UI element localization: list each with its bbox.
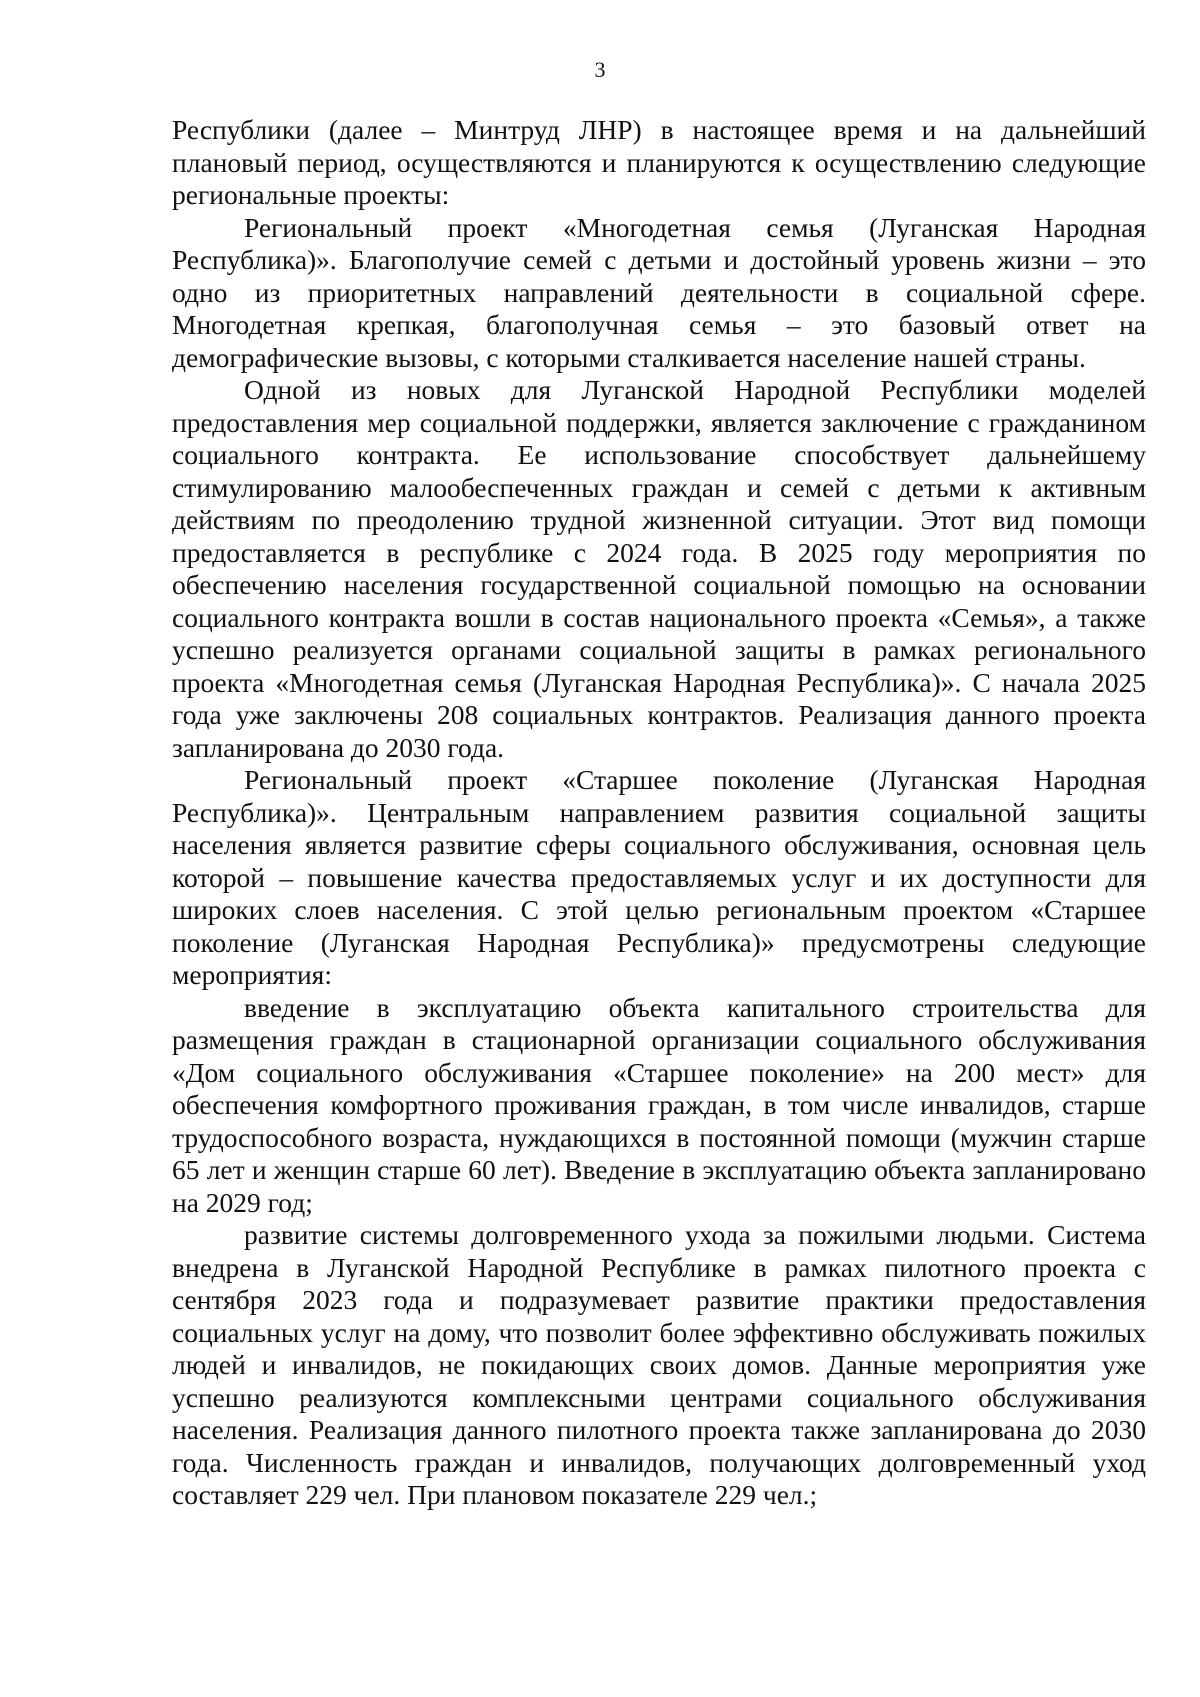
paragraph-project-large-family: Региональный проект «Многодетная семья (Луганская Народная Республика)». Благополучие семей с детьми и достойный уровень жизни – это одно из приоритетных направлений деятельности в социальной сфере. Многодетная крепкая, благополучная семья – это базовый ответ на демографические вызовы, с которыми сталкивается население нашей страны.: [172, 211, 1146, 373]
list-item-long-term-care: развитие системы долговременного ухода за пожилыми людьми. Система внедрена в Луганской Народной Республике в рамках пилотного проекта с сентября 2023 года и подразумевает развитие практики предоставления социальных услуг на дому, что позволит более эффективно обслуживать пожилых людей и инвалидов, не покидающих своих домов. Данные мероприятия уже успешно реализуются комплексными центрами социального обслуживания населения. Реализация данного пилотного проекта также запланирована до 2030 года. Численность граждан и инвалидов, получающих долговременный уход составляет 229 чел. При плановом показателе 229 чел.;: [172, 1219, 1146, 1510]
page-number: 3: [594, 57, 606, 82]
document-body: [172, 114, 1146, 1512]
paragraph-project-older-generation: Региональный проект «Старшее поколение (Луганская Народная Республика)». Центральным направлением развития социальной защиты населения является развитие сферы социального обслуживания, основная цель которой – повышение качества предоставляемых услуг и их доступности для широких слоев населения. С этой целью региональным проектом «Старшее поколение (Луганская Народная Республика)» предусмотрены следующие мероприятия:: [172, 764, 1146, 990]
paragraph-social-contract: Одной из новых для Луганской Народной Республики моделей предоставления мер социальной поддержки, является заключение с гражданином социального контракта. Ее использование способствует дальнейшему стимулированию малообеспеченных граждан и семей с детьми к активным действиям по преодолению трудной жизненной ситуации. Этот вид помощи предоставляется в республике с 2024 года. В 2025 году мероприятия по обеспечению населения государственной социальной помощью на основании социального контракта вошли в состав национального проекта «Семья», а также успешно реализуется органами социальной защиты в рамках регионального проекта «Многодетная семья (Луганская Народная Республика)». С начала 2025 года уже заключены 208 социальных контрактов. Реализация данного проекта запланирована до 2030 года.: [172, 374, 1146, 763]
list-item-social-service-home: введение в эксплуатацию объекта капитального строительства для размещения граждан в стационарной организации социального обслуживания «Дом социального обслуживания «Старшее поколение» на 200 мест» для обеспечения комфортного проживания граждан, в том числе инвалидов, старше трудоспособного возраста, нуждающихся в постоянной помощи (мужчин старше 65 лет и женщин старше 60 лет). Введение в эксплуатацию объекта запланировано на 2029 год;: [172, 991, 1146, 1218]
paragraph-intro-continuation: Республики (далее – Минтруд ЛНР) в настоящее время и на дальнейший плановый период, осуществляются и планируются к осуществлению следующие региональные проекты:: [172, 114, 1146, 210]
